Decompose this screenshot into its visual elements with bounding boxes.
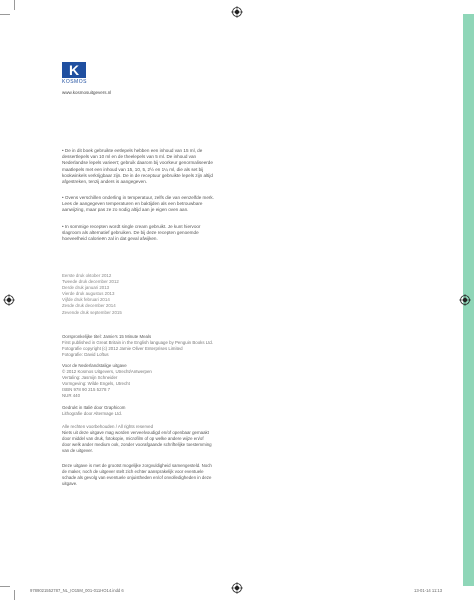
credit-line: Fotografie copyright (c) 2012 Jamie Oliver Enterprises Limited [62, 345, 183, 351]
rights-line: door middel van druk, fotokopie, microfilm of op welke andere wijze en/of [62, 435, 204, 441]
note-line: • In sommige recepten wordt single cream gebruikt. Je kunt hiervoor [62, 224, 201, 229]
credit-line: Voor de Nederlandstalige uitgave [62, 363, 127, 368]
note-ovens [62, 195, 214, 214]
edition-line: Zevende druk september 2015 [62, 309, 122, 315]
credit-line: Vertaling: Jasmijn Schneider [62, 374, 118, 380]
rights-line: Alle rechten voorbehouden / All rights reserved [62, 424, 154, 429]
note-line: maatlepels met een inhoud van 15, 10, 5, 2½ en 1¼ ml, die als set bij [62, 166, 204, 172]
note-line: Nederlandse lepels varieert; gebruik daarom bij voorkeur genormaliseerde [62, 160, 213, 166]
disclaimer-line: de maker, noch de uitgever stelt zich echter aansprakelijk voor eventuele [62, 468, 204, 474]
note-line: dessertlepels van 10 ml en de theelepels van 5 ml. De inhoud van [62, 154, 197, 160]
print-credits [62, 405, 125, 417]
disclaimer-line: Deze uitgave is met de grootst mogelijke zorgvuldigheid samengesteld. Noch [62, 463, 212, 468]
edition-line: Tweede druk december 2012 [62, 279, 119, 285]
note-line: afgestreken, tenzij anders is aangegeven. [62, 179, 148, 185]
note-line: aanwijzing, maar pas ze zo nodig altijd aan je eigen oven aan. [62, 207, 189, 213]
disclaimer-line: uitgave. [62, 480, 78, 486]
note-cream [62, 224, 200, 243]
note-line: • Ovens verschillen onderling in temperatuur, zelfs die van eenzelfde merk. [62, 195, 215, 200]
registration-mark-right [459, 294, 471, 306]
note-line: kookwinkels verkrijgbaar zijn. De in de receptuur gebruikte lepels zijn altijd [62, 172, 213, 178]
edition-line: Vijfde druk februari 2014 [62, 297, 110, 303]
rights-line: Niets uit deze uitgave mag worden verveelvoudigd en/of openbaar gemaakt [62, 429, 209, 435]
registration-mark-left [3, 294, 15, 306]
publisher-logo [62, 62, 86, 78]
note-line: slagroom als alternatief gebruiken. De bij deze recepten genoemde [62, 230, 199, 236]
note-line: hoeveelheid calorieën zal in dat geval afwijken. [62, 236, 158, 242]
note-spoons [62, 148, 213, 185]
original-credits [62, 334, 213, 358]
footer-timestamp: 13-01-14 11:13 [414, 588, 443, 593]
credit-line: © 2012 Kosmos Uitgevers, Utrecht/Antwerpen [62, 368, 152, 374]
footer-filename: 9789021552787_NL_IO15M_001-011HO14.indd 6 [30, 588, 124, 593]
disclaimer-line: schade als gevolg van eventuele onjuistheden en/of onvolledigheden in deze [62, 474, 212, 480]
nur-code: NUR 440 [62, 392, 81, 398]
edition-line: Vierde druk augustus 2013 [62, 291, 115, 297]
publisher-website: www.kosmosuitgevers.nl [62, 90, 112, 95]
registration-mark-top [231, 6, 243, 18]
credit-line: Vormgeving: Wilde Engels, Utrecht [62, 380, 130, 386]
edition-line: Zesde druk december 2014 [62, 303, 116, 309]
disclaimer [62, 463, 212, 487]
note-line: • De in dit boek gebruikte eetlepels hebben een inhoud van 15 ml, de [62, 148, 203, 153]
logo-letter: K [69, 62, 80, 78]
credit-line: Fotografie: David Loftus [62, 351, 109, 357]
registration-mark-bottom [231, 582, 243, 594]
crop-mark [14, 590, 15, 600]
credit-line: Gedrukt in Italië door Graphicom [62, 405, 126, 410]
rights-line: door welk ander medium ook, zonder voorafgaande schriftelijke toestemming [62, 441, 212, 447]
crop-mark [0, 14, 10, 15]
crop-mark [0, 586, 10, 587]
credit-line: First published in Great Britain in the English language by Penguin Books Ltd. [62, 339, 214, 345]
credit-line: Oorspronkelijke titel: Jamie's 15 Minute Meals [62, 334, 152, 339]
edition-line: Eerste druk oktober 2012 [62, 273, 112, 278]
credit-line: Lithografie door Altermage Ltd. [62, 410, 123, 416]
edition-line: Derde druk januari 2013 [62, 285, 110, 291]
edition-history [62, 273, 122, 316]
crop-mark [14, 0, 15, 10]
isbn: ISBN 978 90 215 5278 7 [62, 386, 111, 392]
logo-name: KOSMOS [62, 79, 87, 85]
dutch-edition-credits [62, 363, 152, 398]
note-line: Lees de aangegeven temperaturen en baktijden als een betrouwbare [62, 201, 203, 207]
rights-notice [62, 424, 212, 454]
rights-line: van de uitgever. [62, 447, 93, 453]
